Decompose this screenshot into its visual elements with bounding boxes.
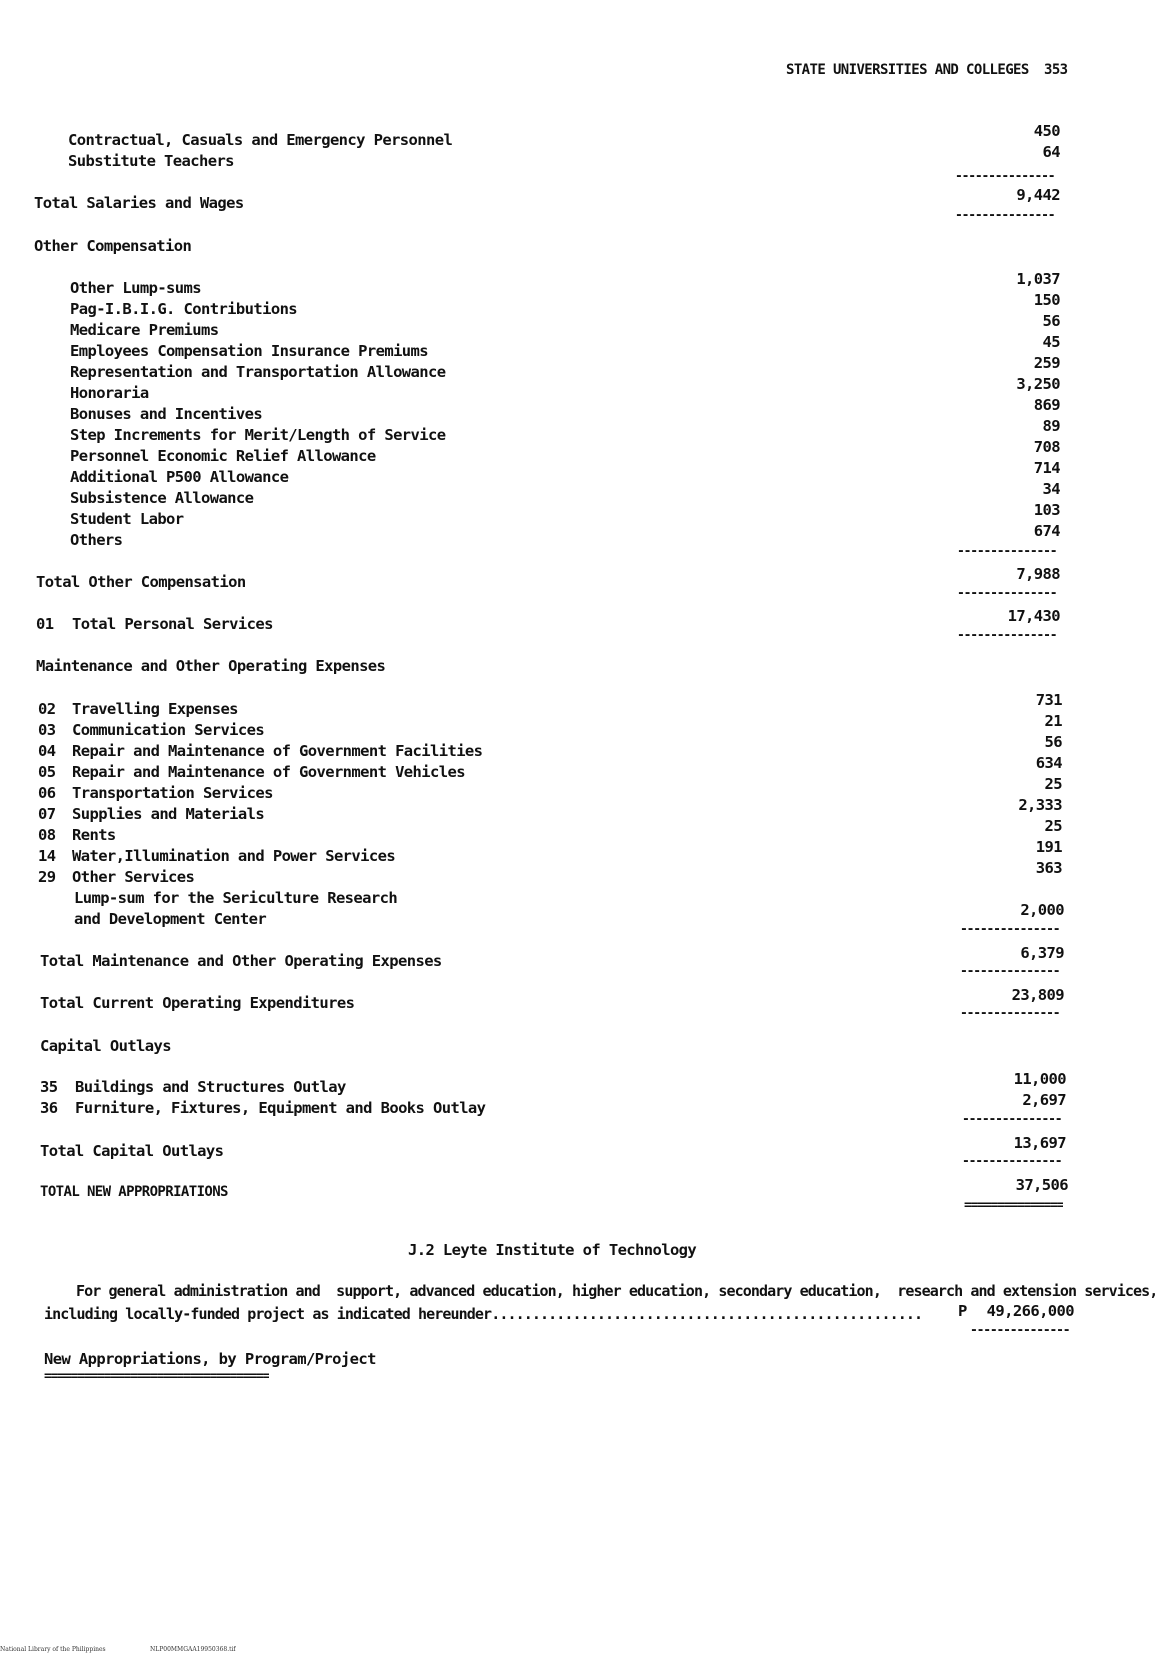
- capital-item-value: 11,000: [1013, 1070, 1066, 1088]
- mooe-item-code: 14: [38, 847, 56, 865]
- mooe-item-label: Supplies and Materials: [72, 805, 265, 823]
- line-value-substitute: 64: [1042, 143, 1060, 161]
- paragraph-line-1: For general administration and support, advanced education, higher education, secondary education, research and extension services,: [76, 1282, 1158, 1300]
- footer-library-name: National Library of the Philippines: [0, 1646, 106, 1653]
- total-current-label: Total Current Operating Expenditures: [40, 994, 355, 1012]
- capital-item-code: 36: [40, 1099, 58, 1117]
- new-appropriations-heading: New Appropriations, by Program/Project: [44, 1350, 376, 1368]
- mooe-item-value: 191: [1035, 838, 1062, 856]
- capital-item-label: Buildings and Structures Outlay: [75, 1078, 346, 1096]
- mooe-item-code: 06: [38, 784, 56, 802]
- mooe-item-value: 731: [1035, 691, 1062, 709]
- total-new-appropriations-label: TOTAL NEW APPROPRIATIONS: [40, 1184, 228, 1200]
- other-comp-item-label: Representation and Transportation Allowance: [70, 363, 446, 381]
- subtotal-rule: ---------------: [957, 545, 1057, 559]
- mooe-item-label: Other Services: [72, 868, 195, 886]
- line-value-contractual: 450: [1033, 122, 1060, 140]
- other-comp-item-value: 869: [1033, 396, 1060, 414]
- other-comp-item-value: 714: [1033, 459, 1060, 477]
- mooe-item-code: 08: [38, 826, 56, 844]
- grand-total-double-rule: ===============: [964, 1199, 1064, 1213]
- subtotal-rule: ---------------: [955, 170, 1055, 184]
- total-capital-value: 13,697: [1013, 1134, 1066, 1152]
- subtotal-rule: ---------------: [962, 1113, 1062, 1127]
- total-other-comp-label: Total Other Compensation: [36, 573, 246, 591]
- mooe-item-label: Repair and Maintenance of Government Facilities: [72, 742, 483, 760]
- capital-outlays-heading: Capital Outlays: [40, 1037, 171, 1055]
- subtotal-rule: ---------------: [960, 923, 1060, 937]
- other-comp-item-value: 34: [1042, 480, 1060, 498]
- mooe-item-value: 21: [1044, 712, 1062, 730]
- mooe-item-label: Communication Services: [72, 721, 265, 739]
- mooe-item-code: 03: [38, 721, 56, 739]
- other-comp-item-label: Employees Compensation Insurance Premiums: [70, 342, 429, 360]
- subtotal-rule: ---------------: [957, 587, 1057, 601]
- subtotal-rule: ---------------: [955, 209, 1055, 223]
- other-comp-item-label: Medicare Premiums: [70, 321, 219, 339]
- capital-item-code: 35: [40, 1078, 58, 1096]
- other-compensation-heading: Other Compensation: [34, 237, 192, 255]
- other-comp-item-label: Bonuses and Incentives: [70, 405, 263, 423]
- footer-file-name: NLP00MMGAA19950368.tif: [150, 1646, 236, 1653]
- mooe-item-label: Water,Illumination and Power Services: [72, 847, 396, 865]
- other-comp-item-value: 56: [1042, 312, 1060, 330]
- mooe-item-code: 07: [38, 805, 56, 823]
- total-mooe-label: Total Maintenance and Other Operating Expenses: [40, 952, 442, 970]
- total-new-appropriations-value: 37,506: [1015, 1176, 1068, 1194]
- total-other-comp-value: 7,988: [1016, 565, 1060, 583]
- mooe-item-value: 2,333: [1018, 796, 1062, 814]
- heading-double-rule: ==================================: [44, 1370, 270, 1384]
- other-comp-item-label: Personnel Economic Relief Allowance: [70, 447, 376, 465]
- mooe-item-code: 05: [38, 763, 56, 781]
- other-comp-item-value: 103: [1033, 501, 1060, 519]
- other-comp-item-value: 45: [1042, 333, 1060, 351]
- paragraph-line-2: including locally-funded project as indicated hereunder.....................................................: [44, 1305, 923, 1323]
- mooe-item-value: 363: [1035, 859, 1062, 877]
- currency-symbol: P: [958, 1302, 967, 1320]
- capital-item-value: 2,697: [1022, 1091, 1066, 1109]
- other-comp-item-label: Honoraria: [70, 384, 149, 402]
- other-comp-item-label: Step Increments for Merit/Length of Service: [70, 426, 446, 444]
- lump-sum-value: 2,000: [1020, 901, 1064, 919]
- subtotal-rule: ---------------: [957, 629, 1057, 643]
- mooe-item-code: 04: [38, 742, 56, 760]
- mooe-item-value: 25: [1044, 817, 1062, 835]
- other-comp-item-label: Subsistence Allowance: [70, 489, 254, 507]
- other-comp-item-value: 674: [1033, 522, 1060, 540]
- other-comp-item-value: 708: [1033, 438, 1060, 456]
- mooe-item-value: 56: [1044, 733, 1062, 751]
- line-label-contractual: Contractual, Casuals and Emergency Personnel: [68, 131, 453, 149]
- mooe-item-code: 29: [38, 868, 56, 886]
- total-capital-label: Total Capital Outlays: [40, 1142, 224, 1160]
- other-comp-item-label: Student Labor: [70, 510, 184, 528]
- mooe-item-label: Repair and Maintenance of Government Vehicles: [72, 763, 465, 781]
- mooe-item-code: 02: [38, 700, 56, 718]
- total-salaries-value: 9,442: [1016, 186, 1060, 204]
- mooe-item-label: Travelling Expenses: [72, 700, 238, 718]
- capital-item-label: Furniture, Fixtures, Equipment and Books Outlay: [75, 1099, 486, 1117]
- amount-rule: ---------------: [970, 1324, 1070, 1338]
- mooe-heading: Maintenance and Other Operating Expenses: [36, 657, 386, 675]
- subtotal-rule: ---------------: [962, 1155, 1062, 1169]
- mooe-item-value: 634: [1035, 754, 1062, 772]
- mooe-item-label: Transportation Services: [72, 784, 273, 802]
- total-personal-code: 01: [36, 615, 54, 633]
- total-mooe-value: 6,379: [1020, 944, 1064, 962]
- section-title: J.2 Leyte Institute of Technology: [408, 1241, 697, 1259]
- other-comp-item-label: Others: [70, 531, 123, 549]
- other-comp-item-value: 259: [1033, 354, 1060, 372]
- mooe-item-value: 25: [1044, 775, 1062, 793]
- other-comp-item-value: 3,250: [1016, 375, 1060, 393]
- total-personal-label: Total Personal Services: [72, 615, 273, 633]
- mooe-item-label: Rents: [72, 826, 116, 844]
- lump-sum-label-line1: Lump-sum for the Sericulture Research: [74, 889, 398, 907]
- other-comp-item-label: Additional P500 Allowance: [70, 468, 289, 486]
- line-label-substitute: Substitute Teachers: [68, 152, 234, 170]
- running-header-title: STATE UNIVERSITIES AND COLLEGES: [786, 62, 1029, 78]
- other-comp-item-label: Pag-I.B.I.G. Contributions: [70, 300, 298, 318]
- total-appropriation-amount: 49,266,000: [986, 1302, 1074, 1320]
- other-comp-item-label: Other Lump-sums: [70, 279, 201, 297]
- total-current-value: 23,809: [1011, 986, 1064, 1004]
- lump-sum-label-line2: and Development Center: [74, 910, 267, 928]
- other-comp-item-value: 150: [1033, 291, 1060, 309]
- page-number: 353: [1044, 62, 1068, 78]
- other-comp-item-value: 89: [1042, 417, 1060, 435]
- total-personal-value: 17,430: [1007, 607, 1060, 625]
- other-comp-item-value: 1,037: [1016, 270, 1060, 288]
- subtotal-rule: ---------------: [960, 1007, 1060, 1021]
- subtotal-rule: ---------------: [960, 965, 1060, 979]
- total-salaries-label: Total Salaries and Wages: [34, 194, 244, 212]
